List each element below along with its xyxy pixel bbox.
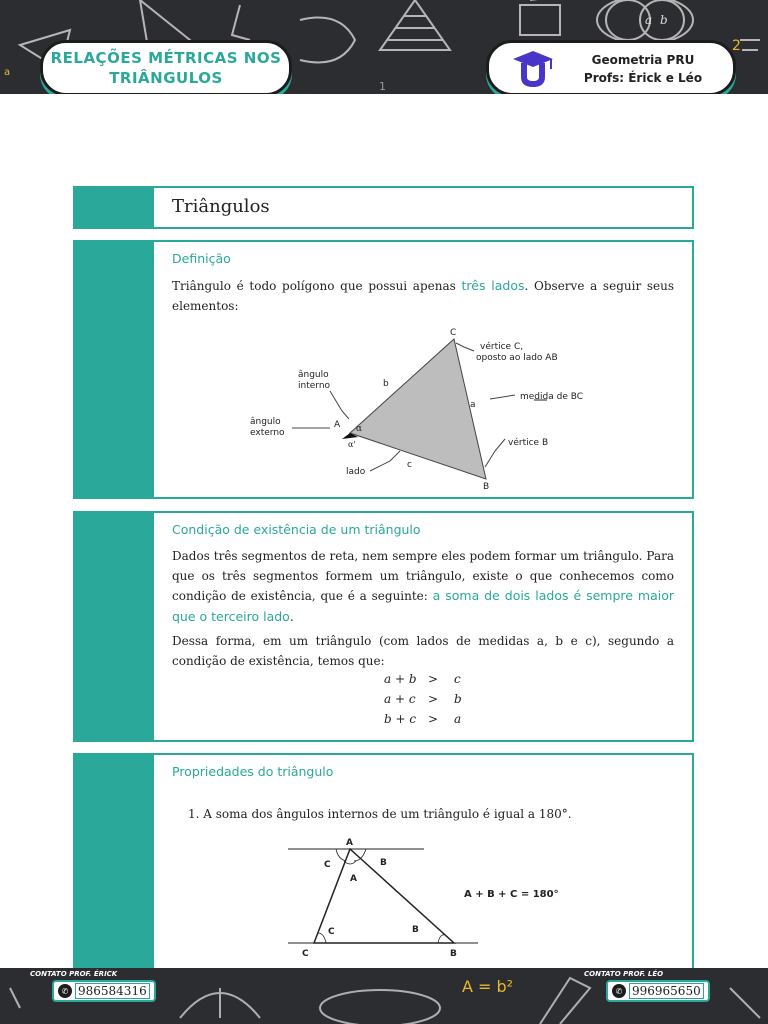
professors: Profs: Érick e Léo bbox=[583, 71, 703, 85]
course-name: Geometria PRU bbox=[591, 53, 695, 67]
chalk-formula: A = b² bbox=[462, 977, 514, 996]
graduation-cap-logo-icon bbox=[511, 49, 555, 89]
definition-title: Definição bbox=[172, 251, 231, 266]
svg-text:ângulo: ângulo bbox=[298, 370, 329, 380]
angle-sum-figure bbox=[288, 835, 588, 965]
svg-text:lado: lado bbox=[346, 467, 366, 477]
accent-bar bbox=[75, 513, 154, 740]
svg-text:oposto ao lado AB: oposto ao lado AB bbox=[476, 353, 558, 363]
svg-text:B: B bbox=[412, 925, 419, 935]
svg-text:B: B bbox=[450, 949, 457, 959]
svg-text:b: b bbox=[383, 379, 389, 389]
definition-box bbox=[73, 240, 694, 499]
page-footer bbox=[0, 968, 768, 1024]
svg-text:α': α' bbox=[348, 440, 356, 449]
inequality-row: b + c > a bbox=[384, 712, 462, 726]
svg-text:medida de BC: medida de BC bbox=[520, 392, 584, 402]
svg-text:α: α bbox=[356, 424, 363, 434]
contact-leo-label: CONTATO PROF. LÉO bbox=[584, 970, 664, 978]
inequality-row: a + b > c bbox=[384, 672, 461, 686]
accent-bar bbox=[75, 242, 154, 497]
svg-text:externo: externo bbox=[250, 428, 285, 438]
svg-text:b: b bbox=[660, 13, 668, 27]
document-title bbox=[40, 40, 292, 94]
svg-text:ângulo: ângulo bbox=[250, 417, 281, 427]
page-header bbox=[0, 0, 768, 94]
label-vertex-b: B bbox=[483, 482, 490, 492]
existence-paragraph-1: Dados três segmentos de reta, nem sempre eles podem formar um triângulo. Para que os três segmentos formem um triângulo, existe o que conhecemos como condição de existência, que é a seguinte: a soma de dois lados é sempre maior que o terceiro lado. bbox=[172, 549, 674, 624]
phone-erick[interactable] bbox=[52, 980, 156, 1002]
highlight-three-sides: três lados bbox=[461, 278, 525, 293]
property-item-1: 1. A soma dos ângulos internos de um triângulo é igual a 180°. bbox=[188, 807, 572, 821]
definition-text: Triângulo é todo polígono que possui apenas três lados. Observe a seguir seus elementos: bbox=[172, 278, 675, 313]
svg-text:vértice B: vértice B bbox=[508, 438, 549, 448]
svg-text:C: C bbox=[324, 860, 331, 870]
svg-text:interno: interno bbox=[298, 381, 331, 391]
contact-erick-label: CONTATO PROF. ÉRICK bbox=[30, 970, 118, 978]
course-info bbox=[486, 40, 736, 94]
existence-paragraph-2: Dessa forma, em um triângulo (com lados de medidas a, b e c), segundo a condição de existência, temos que: bbox=[172, 634, 674, 668]
label-vertex-c: C bbox=[450, 328, 457, 338]
existence-condition-box bbox=[73, 511, 694, 742]
svg-text:a: a bbox=[645, 13, 653, 27]
svg-text:C: C bbox=[328, 927, 335, 937]
svg-text:a: a bbox=[4, 67, 11, 78]
chapter-box bbox=[73, 186, 694, 229]
inequality-row: a + c > b bbox=[384, 692, 462, 706]
angle-sum-formula: A + B + C = 180° bbox=[464, 889, 559, 900]
properties-box bbox=[73, 753, 694, 968]
triangle-elements-figure bbox=[250, 327, 600, 492]
properties-title: Propriedades do triângulo bbox=[172, 764, 334, 779]
phone-leo[interactable] bbox=[606, 980, 710, 1002]
existence-title: Condição de existência de um triângulo bbox=[172, 522, 421, 537]
phone-leo-number: 996965650 bbox=[629, 983, 704, 999]
phone-erick-number: 986584316 bbox=[75, 983, 150, 999]
svg-text:2: 2 bbox=[732, 38, 741, 54]
highlight-existence-rule: a soma de dois lados é sempre maior que o terceiro lado bbox=[172, 588, 674, 624]
svg-text:A: A bbox=[350, 874, 357, 884]
title-line-1: RELAÇÕES MÉTRICAS NOS bbox=[50, 49, 282, 67]
svg-text:a: a bbox=[470, 400, 476, 410]
svg-text:B: B bbox=[380, 858, 387, 868]
svg-text:c: c bbox=[407, 460, 412, 470]
label-vertex-a: A bbox=[334, 420, 341, 430]
svg-text:vértice C,: vértice C, bbox=[480, 342, 524, 352]
whatsapp-icon: ✆ bbox=[58, 984, 72, 998]
accent-bar bbox=[75, 188, 154, 227]
svg-text:C: C bbox=[302, 949, 309, 959]
svg-text:A: A bbox=[346, 838, 353, 848]
accent-bar bbox=[75, 755, 154, 968]
chapter-title: Triângulos bbox=[172, 196, 270, 217]
page-number: 1 bbox=[379, 80, 386, 93]
svg-text:U: U bbox=[526, 66, 540, 85]
title-line-2: TRIÂNGULOS bbox=[109, 69, 223, 87]
whatsapp-icon: ✆ bbox=[612, 984, 626, 998]
